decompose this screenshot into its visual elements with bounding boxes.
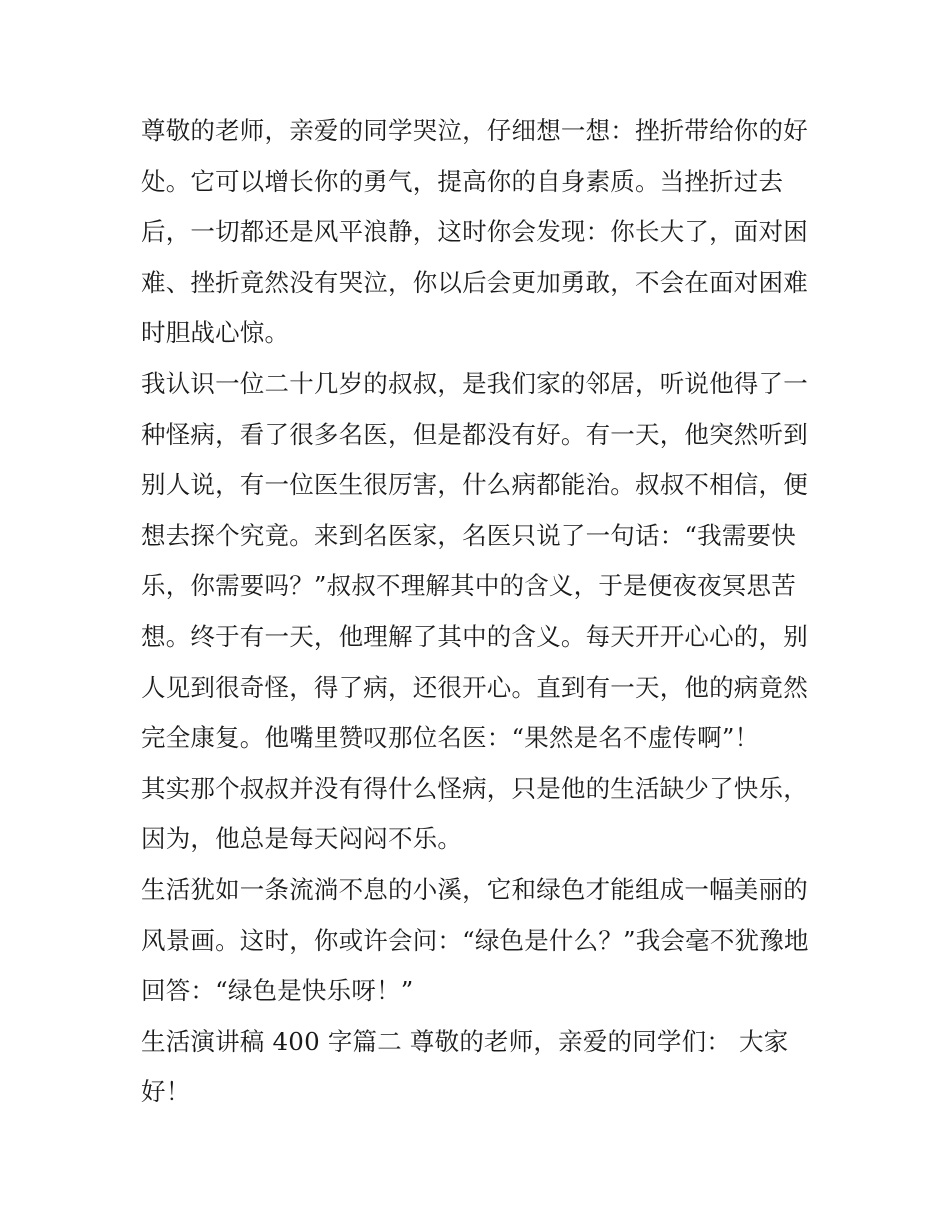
text-line: 风景画。这时，你或许会问：“绿色是什么？”我会毫不犹豫地 — [141, 925, 809, 955]
text-line: 后，一切都还是风平浪静，这时你会发现：你长大了，面对困 — [141, 217, 808, 247]
text-line: 难、挫折竟然没有哭泣，你以后会更加勇敢，不会在面对困难 — [141, 267, 808, 297]
document-body — [141, 106, 821, 1118]
text-line: 好！ — [141, 1077, 191, 1107]
text-line: 人见到很奇怪，得了病，还很开心。直到有一天，他的病竟然 — [141, 672, 808, 702]
text-line: 因为，他总是每天闷闷不乐。 — [141, 824, 463, 854]
text-line: 完全康复。他嘴里赞叹那位名医：“果然是名不虚传啊”！ — [141, 723, 760, 753]
text-line: 时胆战心惊。 — [141, 318, 290, 348]
text-line: 处。它可以增长你的勇气，提高你的自身素质。当挫折过去 — [141, 166, 784, 196]
text-line: 我认识一位二十几岁的叔叔，是我们家的邻居，听说他得了一 — [141, 368, 808, 398]
text-line: 生活演讲稿 400 字篇二 尊敬的老师，亲爱的同学们： 大家 — [141, 1026, 789, 1056]
text-line: 其实那个叔叔并没有得什么怪病，只是他的生活缺少了快乐， — [141, 773, 808, 803]
text-line: 尊敬的老师，亲爱的同学哭泣，仔细想一想：挫折带给你的好 — [141, 116, 808, 145]
text-line: 种怪病，看了很多名医，但是都没有好。有一天，他突然听到 — [141, 419, 808, 449]
text-line: 回答：“绿色是快乐呀！” — [141, 976, 414, 1006]
text-line: 别人说，有一位医生很厉害，什么病都能治。叔叔不相信，便 — [141, 470, 808, 500]
text-line: 生活犹如一条流淌不息的小溪，它和绿色才能组成一幅美丽的 — [141, 874, 808, 904]
text-line: 想。终于有一天，他理解了其中的含义。每天开开心心的，别 — [141, 621, 808, 651]
text-line: 乐，你需要吗？”叔叔不理解其中的含义，于是便夜夜冥思苦 — [141, 571, 796, 601]
text-line: 想去探个究竟。来到名医家，名医只说了一句话：“我需要快 — [141, 520, 796, 550]
